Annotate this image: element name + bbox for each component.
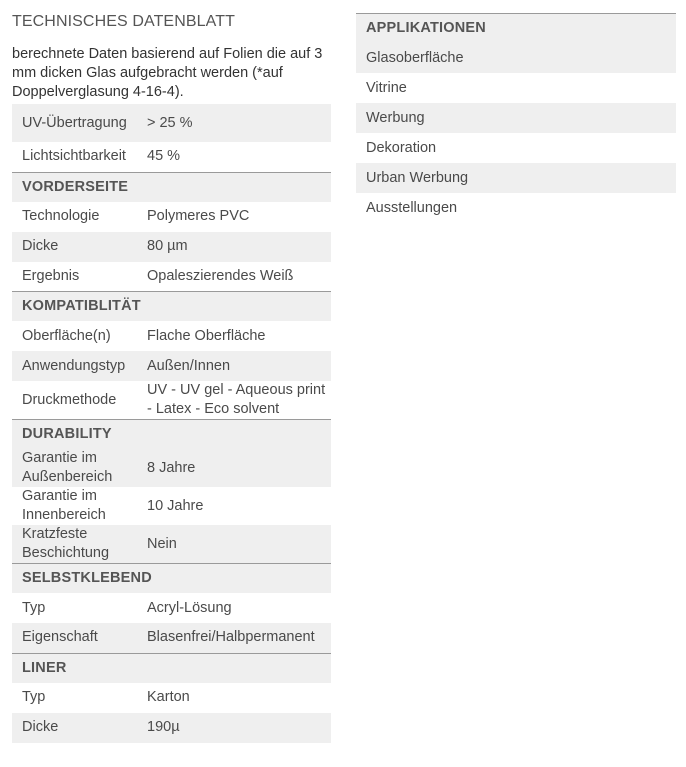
list-item: Urban Werbung — [356, 163, 676, 193]
table-row — [12, 713, 331, 743]
table-row — [12, 381, 331, 420]
table-row — [12, 262, 331, 292]
row-value: > 25 % — [147, 104, 331, 142]
section-title: LINER — [12, 653, 331, 683]
row-value: Polymeres PVC — [147, 202, 331, 232]
row-label: Typ — [12, 593, 147, 623]
section-header-kompatiblitaet — [12, 292, 331, 322]
row-label: Dicke — [12, 713, 147, 743]
section-header-selbstklebend — [12, 564, 331, 594]
row-label: Oberfläche(n) — [12, 321, 147, 351]
row-label: Kratzfeste Beschichtung — [12, 525, 147, 564]
row-value: 10 Jahre — [147, 487, 331, 525]
page-title: TECHNISCHES DATENBLATT — [12, 13, 235, 30]
row-label: Lichtsichtbarkeit — [12, 142, 147, 172]
row-label: Garantie im Innenbereich — [12, 487, 147, 525]
section-title: KOMPATIBLITÄT — [12, 292, 331, 322]
list-item: Werbung — [356, 103, 676, 133]
list-item: Dekoration — [356, 133, 676, 163]
row-value: 45 % — [147, 142, 331, 172]
section-title: VORDERSEITE — [12, 172, 331, 202]
table-row — [12, 593, 331, 623]
row-label: Garantie im Außenbereich — [12, 449, 147, 487]
table-row — [12, 683, 331, 713]
intro-text: berechnete Daten basierend auf Folien die auf 3 mm dicken Glas aufgebracht werden (*auf Doppelverglasung 4-16-4). — [12, 46, 323, 100]
list-item: Glasoberfläche — [356, 43, 676, 73]
row-label: Ergebnis — [12, 262, 147, 292]
table-row — [12, 487, 331, 525]
row-label: Dicke — [12, 232, 147, 262]
section-title: SELBSTKLEBEND — [12, 564, 331, 594]
table-row — [12, 623, 331, 653]
applications-column — [356, 13, 676, 223]
row-value: 8 Jahre — [147, 449, 331, 487]
section-header-vorderseite — [12, 172, 331, 202]
datasheet-column — [12, 12, 331, 743]
spec-table — [12, 104, 331, 743]
table-row — [12, 321, 331, 351]
table-row — [12, 525, 331, 564]
row-label: Druckmethode — [12, 381, 147, 420]
table-row — [12, 232, 331, 262]
row-value: 80 µm — [147, 232, 331, 262]
row-value: Karton — [147, 683, 331, 713]
section-header-liner — [12, 653, 331, 683]
row-label: UV-Übertragung — [12, 104, 147, 142]
applications-header: APPLIKATIONEN — [356, 13, 676, 43]
row-label: Technologie — [12, 202, 147, 232]
row-value: 190µ — [147, 713, 331, 743]
row-label: Anwendungstyp — [12, 351, 147, 381]
table-row — [12, 142, 331, 172]
table-row — [12, 449, 331, 487]
table-row — [12, 351, 331, 381]
section-title: DURABILITY — [12, 420, 331, 450]
section-header-durability — [12, 420, 331, 450]
row-value: Flache Oberfläche — [147, 321, 331, 351]
row-value: Acryl-Lösung — [147, 593, 331, 623]
row-value: Nein — [147, 525, 331, 564]
row-value: Blasenfrei/Halbpermanent — [147, 623, 331, 653]
list-item: Vitrine — [356, 73, 676, 103]
table-row — [12, 104, 331, 142]
list-item: Ausstellungen — [356, 193, 676, 223]
row-value: Opaleszierendes Weiß — [147, 262, 331, 292]
row-value: Außen/Innen — [147, 351, 331, 381]
table-row — [12, 202, 331, 232]
row-label: Typ — [12, 683, 147, 713]
row-value: UV - UV gel - Aqueous print - Latex - Eco solvent — [147, 381, 331, 420]
row-label: Eigenschaft — [12, 623, 147, 653]
